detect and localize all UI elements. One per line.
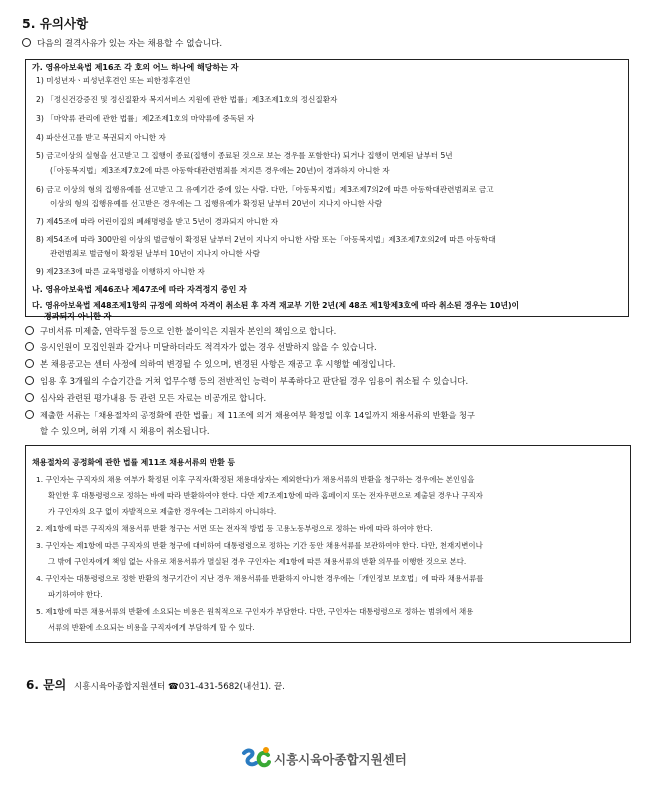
center-logo-icon — [240, 745, 272, 775]
note-item-cont: 할 수 있으며, 허위 기재 시 채용이 취소됩니다. — [40, 426, 210, 436]
ga-item-4: 4) 파산선고를 받고 복권되지 아니한 자 — [36, 133, 166, 142]
circle-bullet-icon — [25, 342, 34, 351]
law-item-1: 1. 구인자는 구직자의 채용 여부가 확정된 이후 구직자(확정된 채용대상자는 제외한다)가 채용서류의 반환을 청구하는 경우에는 본인임을 — [36, 475, 475, 484]
law-item-5: 5. 제1항에 따른 채용서류의 반환에 소요되는 비용은 원칙적으로 구인자가 부담한다. 다만, 구인자는 대통령령으로 정하는 범위에서 채용 — [36, 607, 474, 616]
law-item-3-cont: 그 밖에 구인자에게 책임 없는 사유로 채용서류가 멸실된 경우 구인자는 제1항에 따른 채용서류의 반환 의무를 이행한 것으로 본다. — [48, 557, 467, 566]
note-item: 본 채용공고는 센터 사정에 의하여 변경될 수 있으며, 변경된 사항은 재공고 후 시행할 예정입니다. — [25, 356, 631, 372]
note-item: 임용 후 3개월의 수습기간을 거쳐 업무수행 등의 전반적인 능력이 부족하다고 판단될 경우 임용이 취소될 수 있습니다. — [25, 373, 631, 389]
da-header-cont: 경과되지 아니한 자 — [44, 312, 112, 321]
section-5-heading: 5. 유의사항 — [22, 16, 89, 31]
section-5-intro: 다음의 결격사유가 있는 자는 채용할 수 없습니다. — [22, 37, 222, 49]
ga-item-7: 7) 제45조에 따라 어린이집의 폐쇄명령을 받고 5년이 경과되지 아니한 자 — [36, 217, 279, 226]
law-item-1-cont: 가 구인자의 요구 없이 자발적으로 제출한 경우에는 그러하지 아니하다. — [48, 507, 277, 516]
ga-item-8-cont: 관련범죄로 벌금형이 확정된 날부터 10년이 지나지 아니한 사람 — [50, 249, 260, 258]
law-item-2: 2. 제1항에 따른 구직자의 채용서류 반환 청구는 서면 또는 전자적 방법 등 고용노동부령으로 정하는 바에 따라 하여야 한다. — [36, 524, 433, 533]
law-item-4-cont: 파기하여야 한다. — [48, 590, 103, 599]
disqualification-box — [25, 59, 629, 321]
circle-bullet-icon — [22, 38, 31, 47]
ga-item-5-cont: (「아동복지법」제3조제7호2에 따른 아동학대관련범죄를 저지른 경우에는 20년)이 경과하지 아니한 자 — [50, 166, 390, 175]
circle-bullet-icon — [25, 376, 34, 385]
ga-item-6-cont: 이상의 형의 집행유예를 선고받은 경우에는 그 집행유예가 확정된 날부터 20년이 지나지 아니한 사람 — [50, 199, 383, 208]
circle-bullet-icon — [25, 326, 34, 335]
ga-header: 가. 영유아보육법 제16조 각 호의 어느 하나에 해당하는 자 — [32, 63, 239, 72]
note-item: 심사와 관련된 평가내용 등 관련 모든 자료는 비공개로 합니다. — [25, 390, 631, 406]
law-item-5-cont: 서류의 반환에 소요되는 비용을 구직자에게 부담하게 할 수 있다. — [48, 623, 255, 632]
note-item: 구비서류 미제출, 연락두절 등으로 인한 불이익은 지원자 본인의 책임으로 합니다. — [25, 323, 631, 339]
ga-item-3: 3) 「마약류 관리에 관한 법률」제2조제1호의 마약류에 중독된 자 — [36, 114, 255, 123]
ga-item-8: 8) 제54조에 따라 300만원 이상의 벌금형이 확정된 날부터 2년이 지나지 아니한 사람 또는「아동복지법」제3조제7호의2에 따른 아동학대 — [36, 235, 496, 244]
ga-item-1: 1) 미성년자ㆍ피성년후견인 또는 피한정후견인 — [36, 76, 191, 85]
center-logo-text: 시흥시육아종합지원센터 — [274, 752, 407, 767]
law-item-1-cont: 확인한 후 대통령령으로 정하는 바에 따라 반환하여야 한다. 다만 제7조제1항에 따라 홈페이지 또는 전자우편으로 제출된 경우나 구직자 — [48, 491, 483, 500]
contact-line: 시흥시육아종합지원센터 ☎031-431-5682(내선1). 끝. — [74, 682, 285, 692]
ga-item-2: 2) 「정신건강증진 및 정신질환자 복지서비스 지원에 관한 법률」제3조제1호의 정신질환자 — [36, 95, 338, 104]
note-item: 응시인원이 모집인원과 같거나 미달하더라도 적격자가 없는 경우 선발하지 않을 수 있습니다. — [25, 339, 631, 355]
da-header: 다. 영유아보육법 제48조제1항의 규정에 의하여 자격이 취소된 후 자격 재교부 기한 2년(제 48조 제1항제3호에 따라 취소된 경우는 10년)이 — [32, 301, 520, 310]
ga-item-9: 9) 제23조3에 따른 교육명령을 이행하지 아니한 자 — [36, 267, 205, 276]
law-article-title: 채용절차의 공정화에 관한 법률 제11조 채용서류의 반환 등 — [32, 458, 236, 467]
circle-bullet-icon — [25, 359, 34, 368]
law-article-box — [25, 445, 631, 643]
ga-item-5: 5) 금고이상의 실형을 선고받고 그 집행이 종료(집행이 종료된 것으로 보는 경우를 포함한다) 되거나 집행이 면제된 날부터 5년 — [36, 151, 453, 160]
circle-bullet-icon — [25, 410, 34, 419]
note-item: 제출한 서류는「채용절차의 공정화에 관한 법률」제 11조에 의거 채용여부 확정일 이후 14일까지 채용서류의 반환을 청구 — [25, 407, 631, 423]
ga-item-6: 6) 금고 이상의 형의 집행유예를 선고받고 그 유예기간 중에 있는 사람. 다만,「아동복지법」제3조제7의2에 따른 아동학대관련범죄로 금고 — [36, 185, 494, 194]
circle-bullet-icon — [25, 393, 34, 402]
section-6-heading: 6. 문의 — [26, 678, 67, 692]
na-header: 나. 영유아보육법 제46조나 제47조에 따라 자격정지 중인 자 — [32, 285, 247, 294]
law-item-3: 3. 구인자는 제1항에 따른 구직자의 반환 청구에 대비하여 대통령령으로 정하는 기간 동안 채용서류를 보관하여야 한다. 다만, 천재지변이나 — [36, 541, 483, 550]
law-item-4: 4. 구인자는 대통령령으로 정한 반환의 청구기간이 지난 경우 채용서류를 반환하지 아니한 경우에는「개인정보 보호법」에 따라 채용서류를 — [36, 574, 484, 583]
